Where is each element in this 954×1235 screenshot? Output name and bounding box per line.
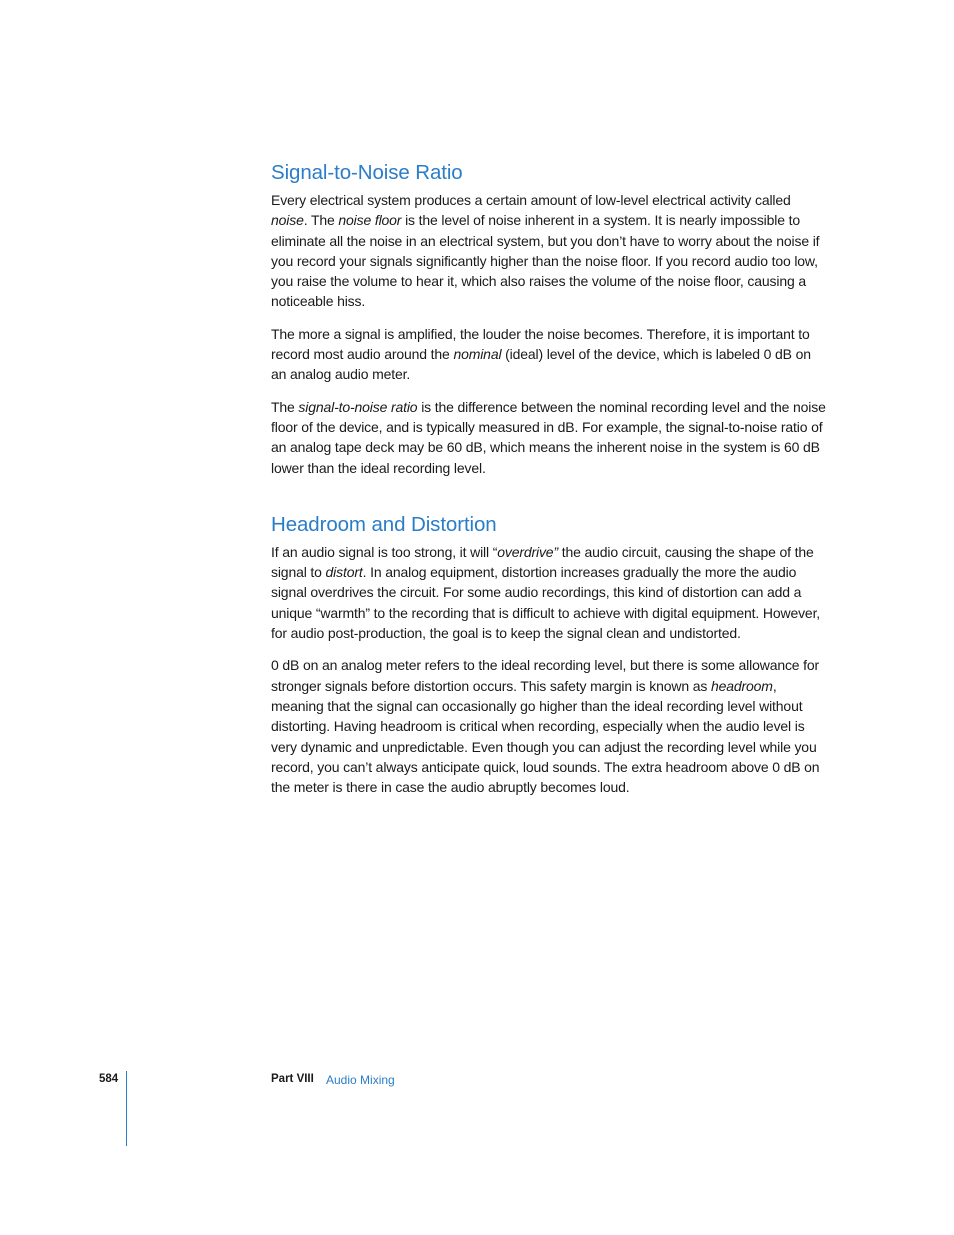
emphasis-term: headroom: [710, 677, 773, 694]
emphasis-term: noise: [271, 212, 304, 229]
paragraph: The signal-to-noise ratio is the difference between the nominal recording level and the noise floor of the device, and is typically measured in dB. For example, the signal-to-noise ratio of an analog tape deck may be 60 dB, which means the inherent noise in the system is 60 dB lower than the ideal recording level.: [271, 398, 826, 476]
section-heading-headroom: Headroom and Distortion: [271, 512, 497, 536]
paragraph: 0 dB on an analog meter refers to the ideal recording level, but there is some allowance for stronger signals before distortion occurs. This safety margin is known as headroom, meaning that the signal can occasionally go higher than the ideal recording level without distorting. Having headroom is critical when recording, especially when the audio level is very dynamic and unpredictable. Even though you can adjust the recording level while you record, you can’t always anticipate quick, loud sounds. The extra headroom above 0 dB on the meter is there in case the audio abruptly becomes loud.: [271, 657, 820, 796]
section-heading-signal-to-noise: Signal-to-Noise Ratio: [271, 161, 463, 184]
emphasis-term: signal-to-noise ratio: [298, 398, 418, 415]
paragraph: The more a signal is amplified, the louder the noise becomes. Therefore, it is important to record most audio around the nominal (ideal) level of the device, which is labeled 0 dB on an analog audio meter.: [271, 325, 811, 383]
emphasis-term: overdrive”: [497, 543, 558, 560]
footer-part-label: Part VIII: [271, 1073, 314, 1085]
paragraph: If an audio signal is too strong, it will “overdrive” the audio circuit, causing the shape of the signal to distort. In analog equipment, distortion increases gradually the more the audio signal overdrives the circuit. For some audio recordings, this kind of distortion can add a unique “warmth” to the recording that is difficult to achieve with digital equipment. However, for audio post-production, the goal is to keep the signal clean and undistorted.: [271, 543, 821, 642]
emphasis-term: nominal: [453, 346, 502, 363]
page-number: 584: [99, 1073, 119, 1085]
emphasis-term: distort: [325, 564, 363, 581]
footer-chapter-link[interactable]: Audio Mixing: [326, 1073, 395, 1087]
footer-divider: [126, 1071, 127, 1146]
page-content: [271, 160, 827, 809]
paragraph: Every electrical system produces a certain amount of low-level electrical activity called noise. The noise floor is the level of noise inherent in a system. It is nearly impossible to eliminate all the noise in an electrical system, but you don’t have to worry about the noise if you record your signals significantly higher than the noise floor. If you record audio too low, you raise the volume to hear it, which also raises the volume of the noise floor, causing a noticeable hiss.: [271, 192, 820, 310]
emphasis-term: noise floor: [338, 212, 402, 229]
